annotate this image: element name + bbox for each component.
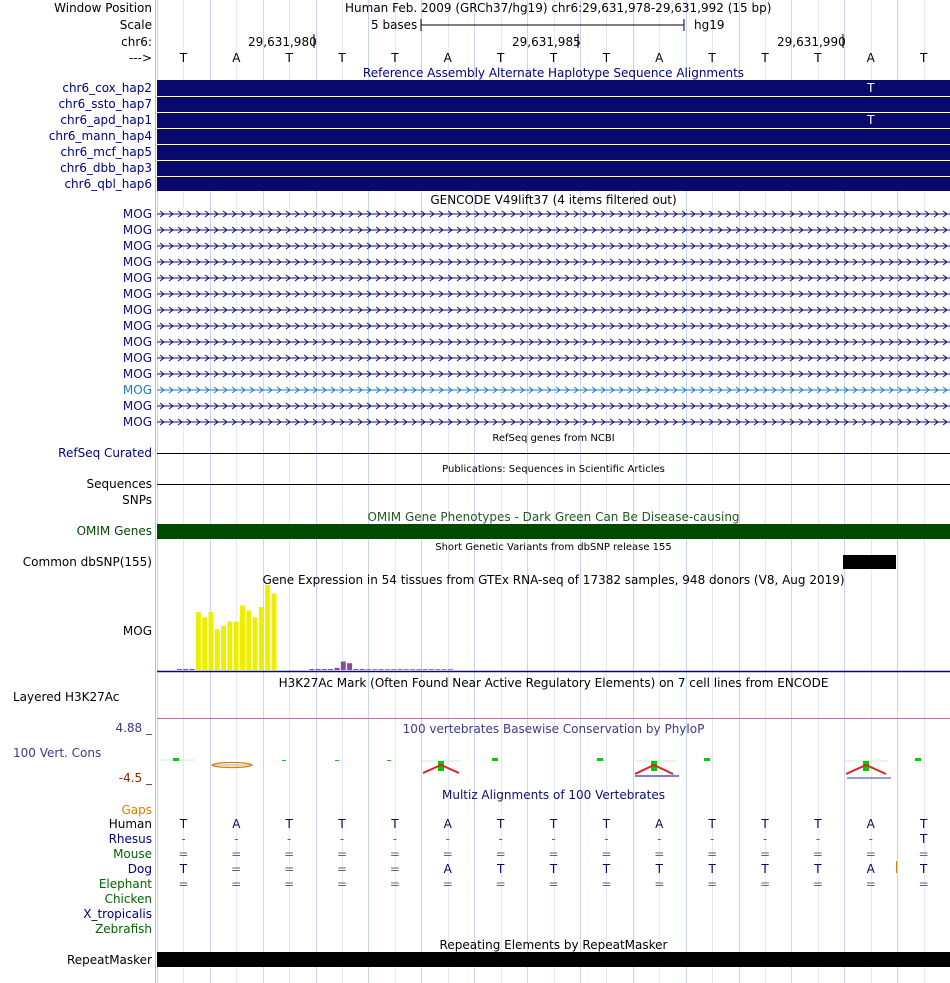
dbsnp-variant[interactable]: [843, 555, 896, 569]
gtex-tissue-bar[interactable]: [429, 669, 434, 670]
base-1: T: [179, 51, 188, 65]
haplotype-snp-base: T: [867, 113, 875, 127]
alignment-base: =: [865, 877, 876, 891]
gencode-transcript-label[interactable]: MOG: [122, 335, 152, 349]
alignment-base: T: [919, 832, 928, 846]
repeatmasker-label[interactable]: RepeatMasker: [66, 953, 152, 967]
repeatmasker-track-title: Repeating Elements by RepeatMasker: [439, 938, 668, 952]
gtex-tissue-bar[interactable]: [240, 605, 245, 670]
alignment-base: A: [655, 817, 664, 831]
gencode-transcript-intron[interactable]: [157, 273, 950, 283]
alignment-base: =: [707, 847, 718, 861]
haplotype-label-5[interactable]: chr6_dbb_hap3: [60, 161, 152, 175]
haplotype-row-separator: [157, 96, 950, 97]
publications-track-title: Publications: Sequences in Scientific Articles: [442, 464, 665, 475]
gencode-transcript-intron[interactable]: [157, 225, 950, 235]
alignment-base: A: [866, 862, 875, 876]
scale-value: 5 bases: [371, 18, 418, 32]
alignment-base: T: [814, 817, 822, 831]
alignment-base: T: [179, 862, 188, 876]
haplotype-row-separator: [157, 112, 950, 113]
alignment-base: -: [287, 832, 292, 846]
alignment-base: =: [812, 847, 823, 861]
haplotype-label-3[interactable]: chr6_mann_hap4: [48, 129, 152, 143]
gtex-tissue-bar[interactable]: [404, 669, 409, 670]
alignment-base: =: [389, 877, 400, 891]
alignment-base: T: [391, 817, 399, 831]
gencode-transcript-label[interactable]: MOG: [122, 255, 152, 269]
alignment-base: =: [337, 862, 348, 876]
gtex-gene-label[interactable]: MOG: [122, 624, 152, 638]
gtex-tissue-bar[interactable]: [353, 669, 358, 670]
gencode-transcript-intron[interactable]: [157, 385, 950, 395]
alignment-base: =: [759, 847, 771, 861]
gtex-tissue-bar[interactable]: [309, 669, 314, 670]
gtex-tissue-bar[interactable]: [328, 669, 333, 670]
base-14: A: [866, 51, 875, 65]
gencode-transcript-intron[interactable]: [157, 369, 950, 379]
gencode-transcript-label[interactable]: MOG: [122, 415, 152, 429]
alignment-base: =: [495, 877, 506, 891]
gtex-tissue-bar[interactable]: [398, 669, 403, 670]
gencode-transcript-intron[interactable]: [157, 337, 950, 347]
alignment-base: A: [232, 817, 241, 831]
alignment-base: -: [181, 832, 186, 846]
gtex-tissue-bar[interactable]: [177, 669, 182, 670]
omim-track-title: OMIM Gene Phenotypes - Dark Green Can Be Disease-causing: [367, 510, 740, 524]
haplotype-label-6[interactable]: chr6_qbl_hap6: [64, 177, 152, 191]
phylop-min-label: -4.5 _: [118, 771, 152, 785]
base-10: A: [655, 51, 664, 65]
gtex-tissue-bar[interactable]: [202, 617, 207, 670]
alignment-base: =: [337, 847, 348, 861]
h3k27ac-track-title: H3K27Ac Mark (Often Found Near Active Regulatory Elements) on 7 cell lines from ENCODE: [278, 676, 829, 690]
gencode-track-title: GENCODE V49lift37 (4 items filtered out): [430, 193, 677, 207]
haplotype-row-separator: [157, 176, 950, 177]
alignment-base: =: [231, 847, 242, 861]
alignment-base: -: [868, 832, 873, 846]
gtex-tissue-bar[interactable]: [391, 669, 396, 670]
species-label-zebrafish[interactable]: Zebrafish: [95, 922, 152, 936]
gtex-tissue-bar[interactable]: [215, 629, 220, 670]
gencode-transcript-label[interactable]: MOG: [122, 287, 152, 301]
alignment-base: T: [708, 862, 716, 876]
gencode-transcript-label[interactable]: MOG: [122, 239, 152, 253]
haplotype-label-0[interactable]: chr6_cox_hap2: [62, 81, 152, 95]
gencode-transcript-intron[interactable]: [157, 209, 950, 219]
base-7: T: [496, 51, 505, 65]
gencode-transcript-label[interactable]: MOG: [122, 223, 152, 237]
gtex-tissue-bar[interactable]: [209, 612, 214, 670]
alignment-base: A: [866, 817, 875, 831]
alignment-base: -: [234, 832, 239, 846]
repeatmasker-bar[interactable]: [157, 952, 950, 967]
alignment-base: =: [178, 847, 189, 861]
alignment-base: -: [657, 832, 662, 846]
species-label-rhesus[interactable]: Rhesus: [108, 832, 152, 846]
haplotype-snp-base: T: [867, 81, 875, 95]
alignment-base: -: [604, 832, 609, 846]
base-12: T: [761, 51, 769, 65]
gencode-transcript-intron[interactable]: [157, 401, 950, 411]
gtex-tissue-bar[interactable]: [190, 669, 195, 670]
strand-label: --->: [128, 51, 152, 65]
gencode-transcript-label[interactable]: MOG: [122, 207, 152, 221]
haplotype-row-separator: [157, 144, 950, 145]
h3k27ac-baseline: [157, 718, 950, 719]
base-5: T: [391, 51, 399, 65]
alignment-base: =: [389, 862, 400, 876]
alignment-base: T: [655, 862, 663, 876]
phylop-conservation-graph[interactable]: [157, 752, 950, 784]
base-6: A: [443, 51, 452, 65]
gtex-tissue-bar[interactable]: [221, 626, 226, 670]
alignment-base: T: [708, 817, 716, 831]
gtex-tissue-bar[interactable]: [448, 669, 453, 670]
alignment-base: T: [602, 862, 611, 876]
base-4: T: [338, 51, 346, 65]
alignment-base: =: [284, 877, 295, 891]
alignment-base: -: [445, 832, 450, 846]
alignment-base: =: [442, 847, 453, 861]
window-position-value: Human Feb. 2009 (GRCh37/hg19) chr6:29,631,978-29,631,992 (15 bp): [345, 1, 772, 15]
alignment-base: =: [284, 847, 295, 861]
haplotype-row-separator: [157, 160, 950, 161]
haplotype-row-separator: [157, 128, 950, 129]
snps-label[interactable]: SNPs: [122, 493, 152, 507]
gencode-transcript-intron[interactable]: [157, 241, 950, 251]
refseq-track-title: RefSeq genes from NCBI: [492, 433, 615, 444]
gtex-tissue-bar[interactable]: [372, 669, 377, 670]
gtex-tissue-bar[interactable]: [366, 669, 371, 670]
base-11: T: [708, 51, 716, 65]
gtex-tissue-bar[interactable]: [316, 669, 321, 670]
gtex-track-title: Gene Expression in 54 tissues from GTEx RNA-seq of 17382 samples, 948 donors (V8, Aug 2019): [262, 573, 845, 587]
alignment-base: =: [548, 847, 559, 861]
alignment-base: -: [392, 832, 398, 846]
alignment-base: =: [178, 877, 189, 891]
base-15: T: [919, 51, 928, 65]
alignment-base: A: [443, 817, 452, 831]
position-tick-1: 29,631,980: [248, 35, 317, 49]
gencode-transcript-label[interactable]: MOG: [122, 367, 152, 381]
gtex-tissue-bar[interactable]: [196, 612, 201, 670]
alignment-base: =: [759, 877, 771, 891]
gencode-transcript-intron[interactable]: [157, 417, 950, 427]
haplotype-track-title: Reference Assembly Alternate Haplotype Sequence Alignments: [362, 66, 745, 80]
gencode-transcript-label[interactable]: MOG: [122, 303, 152, 317]
gtex-tissue-bar[interactable]: [227, 622, 232, 670]
alignment-base: T: [549, 817, 558, 831]
gencode-transcript-label[interactable]: MOG: [122, 399, 152, 413]
phylop-track-title: 100 vertebrates Basewise Conservation by PhyloP: [402, 722, 705, 736]
haplotype-label-2[interactable]: chr6_apd_hap1: [60, 113, 152, 127]
alignment-base: T: [919, 862, 928, 876]
gtex-tissue-bar[interactable]: [234, 622, 239, 670]
alignment-base: =: [389, 847, 400, 861]
alignment-base: =: [654, 877, 665, 891]
base-8: T: [549, 51, 558, 65]
gtex-tissue-bar[interactable]: [442, 669, 447, 670]
alignment-base: T: [919, 817, 928, 831]
alignment-base: =: [918, 877, 929, 891]
chromosome-label: chr6:: [121, 35, 152, 49]
window-position-label: Window Position: [54, 1, 152, 15]
omim-genes-label[interactable]: OMIM Genes: [76, 524, 152, 538]
alignment-base: -: [815, 832, 821, 846]
species-label-dog[interactable]: Dog: [127, 862, 152, 876]
gtex-tissue-bar[interactable]: [341, 662, 346, 671]
gtex-tissue-bar[interactable]: [246, 611, 251, 671]
phylop-label[interactable]: 100 Vert. Cons: [13, 746, 102, 760]
multiz-track-title: Multiz Alignments of 100 Vertebrates: [441, 788, 666, 802]
alignment-base: =: [654, 847, 665, 861]
sequences-label[interactable]: Sequences: [86, 477, 152, 491]
alignment-base: -: [551, 832, 556, 846]
gtex-tissue-bar[interactable]: [335, 668, 340, 670]
scale-label: Scale: [119, 18, 152, 32]
species-label-x_tropicalis[interactable]: X_tropicalis: [83, 907, 152, 921]
gtex-bar-chart[interactable]: [157, 585, 950, 675]
haplotype-label-4[interactable]: chr6_mcf_hap5: [60, 145, 152, 159]
gtex-tissue-bar[interactable]: [360, 669, 365, 670]
gencode-transcript-intron[interactable]: [157, 353, 950, 363]
alignment-base: =: [601, 847, 612, 861]
gencode-transcript-label[interactable]: MOG: [122, 271, 152, 285]
species-label-mouse[interactable]: Mouse: [113, 847, 152, 861]
gtex-tissue-bar[interactable]: [272, 594, 277, 671]
position-tick-2: 29,631,985: [512, 35, 581, 49]
alignment-base: =: [812, 877, 823, 891]
species-label-elephant[interactable]: Elephant: [98, 877, 152, 891]
alignment-base: T: [549, 862, 558, 876]
alignment-base: T: [496, 817, 505, 831]
alignment-base: =: [337, 877, 348, 891]
base-13: T: [814, 51, 822, 65]
base-3: T: [285, 51, 293, 65]
alignment-base: T: [285, 817, 293, 831]
gtex-tissue-bar[interactable]: [322, 669, 327, 670]
alignment-base: =: [865, 847, 876, 861]
haplotype-label-1[interactable]: chr6_ssto_hap7: [58, 97, 152, 111]
alignment-base: =: [601, 877, 612, 891]
gtex-tissue-bar[interactable]: [379, 669, 384, 670]
dbsnp-track-title: Short Genetic Variants from dbSNP release 155: [435, 542, 672, 553]
refseq-curated-label[interactable]: RefSeq Curated: [58, 446, 152, 460]
alignment-base: -: [498, 832, 503, 846]
refseq-line: [157, 453, 950, 454]
scale-assembly: hg19: [694, 18, 725, 32]
dog-gap-marker: [896, 861, 897, 873]
base-9: T: [602, 51, 611, 65]
gaps-label[interactable]: Gaps: [121, 803, 152, 817]
position-tick-3: 29,631,990: [777, 35, 846, 49]
gtex-tissue-bar[interactable]: [253, 617, 258, 670]
alignment-base: T: [338, 817, 346, 831]
alignment-base: A: [443, 862, 452, 876]
gencode-transcript-intron[interactable]: [157, 289, 950, 299]
common-dbsnp-label[interactable]: Common dbSNP(155): [22, 555, 152, 569]
gtex-tissue-bar[interactable]: [265, 585, 270, 670]
alignment-base: T: [761, 862, 769, 876]
alignment-base: =: [495, 847, 506, 861]
species-label-human[interactable]: Human: [108, 817, 152, 831]
publications-line: [157, 484, 950, 485]
alignment-base: =: [231, 862, 242, 876]
alignment-base: -: [339, 832, 345, 846]
alignment-base: T: [761, 817, 769, 831]
h3k27ac-label[interactable]: Layered H3K27Ac: [13, 690, 120, 704]
alignment-base: T: [179, 817, 188, 831]
scale-bar: [418, 17, 688, 33]
omim-bar[interactable]: [157, 524, 950, 539]
alignment-base: =: [442, 877, 453, 891]
gtex-tissue-bar[interactable]: [423, 669, 428, 670]
alignment-base: -: [762, 832, 768, 846]
gencode-transcript-intron[interactable]: [157, 321, 950, 331]
base-2: A: [232, 51, 241, 65]
gtex-tissue-bar[interactable]: [259, 607, 264, 670]
alignment-base: -: [709, 832, 715, 846]
alignment-base: =: [231, 877, 242, 891]
alignment-base: =: [918, 847, 929, 861]
gencode-transcript-intron[interactable]: [157, 257, 950, 267]
alignment-base: =: [284, 862, 295, 876]
gtex-tissue-bar[interactable]: [435, 669, 440, 670]
gtex-tissue-bar[interactable]: [347, 663, 352, 670]
alignment-base: =: [548, 877, 559, 891]
gencode-transcript-intron[interactable]: [157, 305, 950, 315]
species-label-chicken[interactable]: Chicken: [104, 892, 152, 906]
label-track-divider: [155, 0, 156, 983]
gencode-transcript-label[interactable]: MOG: [122, 351, 152, 365]
gtex-tissue-bar[interactable]: [410, 669, 415, 670]
alignment-base: =: [707, 877, 718, 891]
gencode-transcript-label[interactable]: MOG: [122, 319, 152, 333]
gtex-tissue-bar[interactable]: [385, 669, 390, 670]
gtex-tissue-bar[interactable]: [183, 669, 188, 670]
alignment-base: T: [602, 817, 611, 831]
gtex-tissue-bar[interactable]: [416, 669, 421, 670]
phylop-max-label: 4.88 _: [115, 721, 152, 735]
alignment-base: T: [814, 862, 822, 876]
gencode-transcript-label[interactable]: MOG: [122, 383, 152, 397]
alignment-base: T: [496, 862, 505, 876]
